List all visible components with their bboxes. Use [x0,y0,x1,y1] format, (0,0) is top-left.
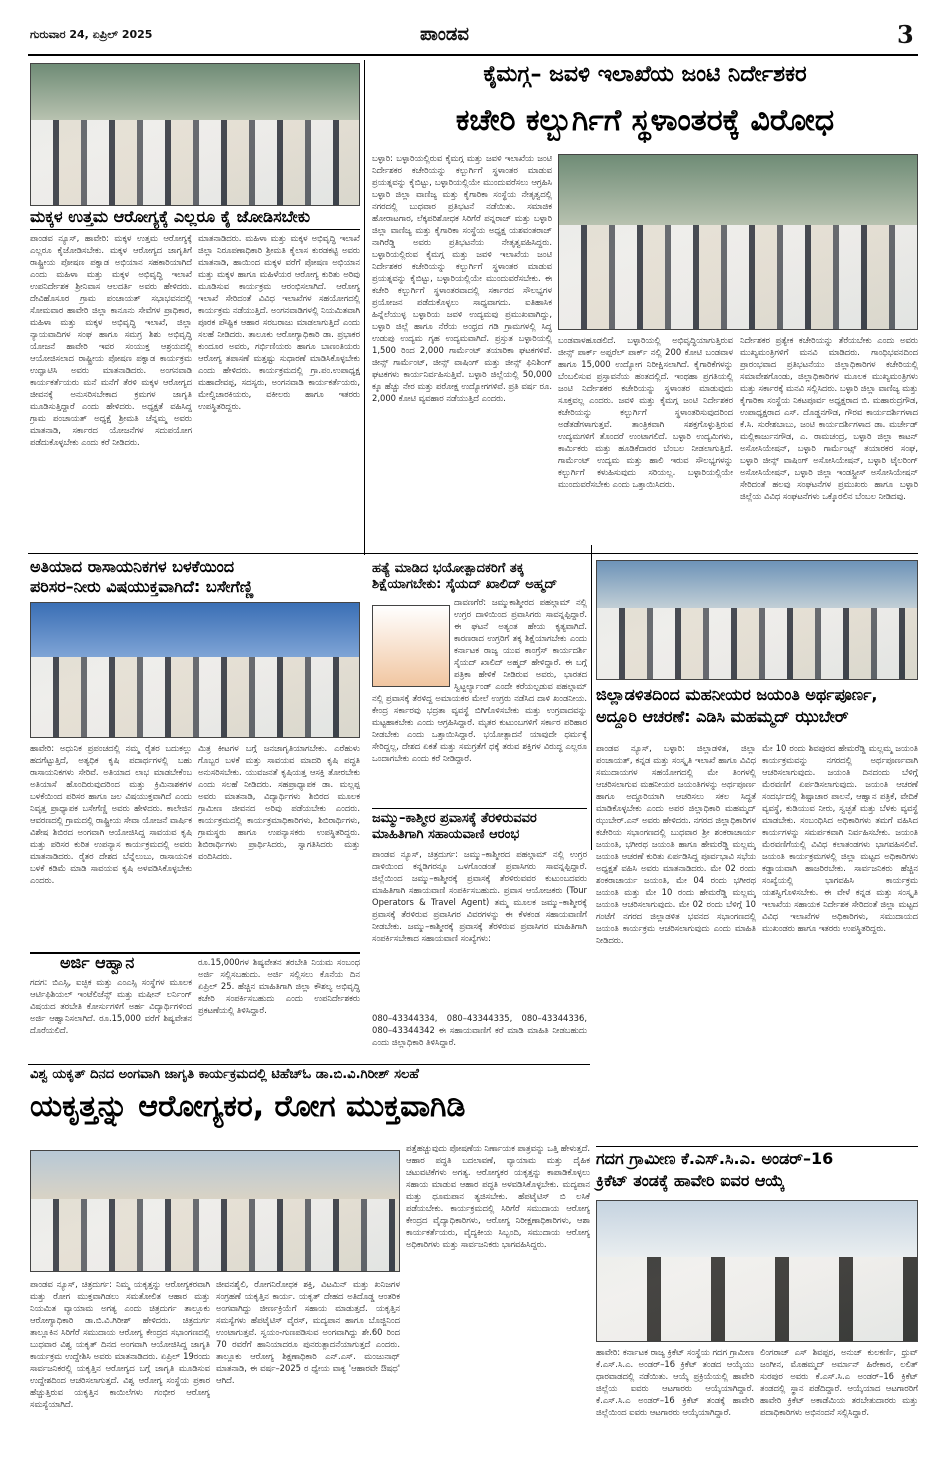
section-rule [372,808,587,809]
health-body-col1: ಪಾಂಡವ ನ್ಯೂಸ್, ಹಾವೇರಿ: ಮಕ್ಕಳ ಉತ್ತಮ ಆರೋಗ್ಯಕ್ಕೆ ಎಲ್ಲರೂ ಕೈಜೋಡಿಸಬೇಕು. ಮಕ್ಕಳ ಆರೋಗ್ಯದ ಜಾಗೃತಿಗೆ ರಾಷ್ಟ್ರೀಯ ಪೋಷಣ ಪಕ್ವಾಡ ಅಭಿಯಾನ ಸಹಕಾರಿಯಾಗಿದೆ ಎಂದು ಮಹಿಳಾ ಮತ್ತು ಮಕ್ಕಳ ಅಭಿವೃದ್ಧಿ ಇಲಾಖೆ ಉಪನಿರ್ದೇಶಕ ಶ್ರೀನಿವಾಸ ಆಲದರ್ತಿ ಅವರು ಹೇಳಿದರು. ದೇವಿಹೊಸೂರ ಗ್ರಾಮ ಪಂಚಾಯತ್ ಸಭಾಭವನದಲ್ಲಿ ಸೋಮವಾರ ಹಾವೇರಿ ಜಿಲ್ಲಾ ಕಾನೂನು ಸೇವೆಗಳ ಪ್ರಾಧಿಕಾರ, ಮಹಿಳಾ ಮತ್ತು ಮಕ್ಕಳ ಅಭಿವೃದ್ಧಿ ಇಲಾಖೆ, ಜಿಲ್ಲಾ ನ್ಯಾಯವಾದಿಗಳ ಸಂಘ ಹಾಗೂ ಸಮಗ್ರ ಶಿಶು ಅಭಿವೃದ್ಧಿ ಯೋಜನೆ ಹಾವೇರಿ ಇವರ ಸಂಯುಕ್ತ ಆಶ್ರಯದಲ್ಲಿ ಆಯೋಜಿಸಲಾದ ರಾಷ್ಟ್ರೀಯ ಪೋಷಣ ಪಕ್ವಾಡ ಕಾರ್ಯಕ್ರಮ ಉದ್ಘಾಟಿಸಿ ಅವರು ಮಾತನಾಡಿದರು. ಅಂಗನವಾಡಿ ಕಾರ್ಯಕರ್ತೆಯರು ಮನೆ ಮನೆಗೆ ತೆರಳಿ ಮಕ್ಕಳ ಆರೋಗ್ಯದ ಜೀವನಕ್ಕೆ ಅನುಸರಿಸಬೇಕಾದ ಕ್ರಮಗಳ ಜಾಗೃತಿ ಮೂಡಿಸುತ್ತಿದ್ದಾರೆ ಎಂದು ಹೇಳಿದರು. ಅಧ್ಯಕ್ಷತೆ ವಹಿಸಿದ್ದ ಗ್ರಾಮ ಪಂಚಾಯತ್ ಅಧ್ಯಕ್ಷೆ ಶ್ರೀಮತಿ ಚೆನ್ನಮ್ಮ ಅವರು ಮಾತನಾಡಿ, ಸರ್ಕಾರದ ಯೋಜನೆಗಳ ಸದುಪಯೋಗ ಪಡೆದುಕೊಳ್ಳಬೇಕು ಎಂದು ಕರೆ ನೀಡಿದರು. [30,233,192,447]
chemicals-headline-line1: ಅತಿಯಾದ ರಾಸಾಯನಿಕಗಳ ಬಳಕೆಯಿಂದ [30,557,235,576]
liver-kicker: ವಿಶ್ವ ಯಕೃತ್ ದಿನದ ಅಂಗವಾಗಿ ಜಾಗೃತಿ ಕಾರ್ಯಕ್ರಮದಲ್ಲಿ ಟಿಹೆಚ್‌ಓ ಡಾ.ಬಿ.ವಿ.ಗಿರೀಶ್ ಸಲಹೆ [30,1067,419,1082]
health-body-col2: ಮಾತನಾಡಿದರು. ಮಹಿಳಾ ಮತ್ತು ಮಕ್ಕಳ ಅಭಿವೃದ್ಧಿ ಇಲಾಖೆ ಜಿಲ್ಲಾ ನಿರೂಪಣಾಧಿಕಾರಿ ಶ್ರೀಮತಿ ಕೈಲಾಸ ಕುರಡಕಟ್ಟಿ ಅವರು ಮಾತನಾಡಿ, ಹಾಯಿಂದ ಮಕ್ಕಳ ವರೆಗೆ ಪೋಷಣ ಅಭಿಯಾನ ಮತ್ತು ಮಕ್ಕಳ ಹಾಗೂ ಮಹಿಳೆಯರ ಆರೋಗ್ಯ ಕುರಿತು ಅರಿವು ಮೂಡಿಸುವ ಕಾರ್ಯಕ್ರಮ ಆರಂಭಿಸಲಾಗಿದೆ. ಆರೋಗ್ಯ ಇಲಾಖೆ ಸೇರಿದಂತೆ ವಿವಿಧ ಇಲಾಖೆಗಳ ಸಹಯೋಗದಲ್ಲಿ ಕಾರ್ಯಕ್ರಮ ನಡೆಯುತ್ತಿದೆ. ಅಂಗನವಾಡಿಗಳಲ್ಲಿ ನಿಯಮಿತವಾಗಿ ಪೂರಕ ಪೌಷ್ಟಿಕ ಆಹಾರ ಸರಬರಾಜು ಮಾಡಲಾಗುತ್ತಿದೆ ಎಂದು ಸಲಹೆ ನೀಡಿದರು. ತಾಲೂಕು ಆರೋಗ್ಯಾಧಿಕಾರಿ ಡಾ. ಪ್ರಭಾಕರ ಕುಂದೂರ ಅವರು, ಗರ್ಭಿಣಿಯರು ಹಾಗೂ ಬಾಣಂತಿಯರು ಆರೋಗ್ಯ ತಪಾಸಣೆ ಮತ್ತಷ್ಟು ಸುಧಾರಣೆ ಮಾಡಿಸಿಕೊಳ್ಳಬೇಕು ಎಂದು ಹೇಳಿದರು. ಕಾರ್ಯಕ್ರಮದಲ್ಲಿ ಗ್ರಾ.ಪಂ.ಉಪಾಧ್ಯಕ್ಷ ಮಹಾದೇವಪ್ಪ, ಸದಸ್ಯರು, ಅಂಗನವಾಡಿ ಕಾರ್ಯಕರ್ತೆಯರು, ಮೇಲ್ವಿಚಾರಕಿಯರು, ವಕೀಲರು ಹಾಗೂ ಇತರರು ಉಪಸ್ಥಿತರಿದ್ದರು. [198,233,360,411]
arji-body-col2: ರೂ.15,000ಗಳ ಶಿಷ್ಯವೇತನ ತರಬೇತಿ ನಿಯಮ ಸಂಬಂಧ ಅರ್ಜಿ ಸಲ್ಲಿಸಬಹುದು. ಅರ್ಜಿ ಸಲ್ಲಿಸಲು ಕೊನೆಯ ದಿನ ಏಪ್ರಿಲ್ 25. ಹೆಚ್ಚಿನ ಮಾಹಿತಿಗಾಗಿ ಜಿಲ್ಲಾ ಕೌಶಲ್ಯ ಅಭಿವೃದ್ಧಿ ಕಚೇರಿ ಸಂಪರ್ಕಿಸಬಹುದು ಎಂದು ಉಪನಿರ್ದೇಶಕರು ಪ್ರಕಟಣೆಯಲ್ಲಿ ತಿಳಿಸಿದ್ದಾರೆ. [198,957,360,1015]
syed-body: ದಾವಣಗೆರೆ: ಜಮ್ಮುಕಾಶ್ಮೀರದ ಪಹಲ್ಗಾಮ್ ನಲ್ಲಿ ಉಗ್ರರ ದಾಳಿಯಿಂದ ಪ್ರವಾಸಿಗರು ಸಾವನ್ನಪ್ಪಿದ್ದಾರೆ. ಈ ಘಟನೆ ಅತ್ಯಂತ ಹೇಯ ಕೃತ್ಯವಾಗಿದೆ. ಕಾರಣರಾದ ಉಗ್ರರಿಗೆ ತಕ್ಕ ಶಿಕ್ಷೆಯಾಗಬೇಕು ಎಂದು ಕರ್ನಾಟಕ ರಾಜ್ಯ ಯುವ ಕಾಂಗ್ರೆಸ್ ಕಾರ್ಯದರ್ಶಿ ಸೈಯದ್ ಖಾಲಿದ್ ಅಹ್ಮದ್ ಹೇಳಿದ್ದಾರೆ. ಈ ಬಗ್ಗೆ ಪತ್ರಿಕಾ ಹೇಳಿಕೆ ನೀಡಿರುವ ಅವರು, ಭಾರತದ ಸ್ವಿಟ್ಜರ್ಲ್ಯಾಂಡ್ ಎಂದೇ ಕರೆಯಲ್ಪಡುವ ಪಹಲ್ಗಾಮ್ ನಲ್ಲಿ ಪ್ರವಾಸಕ್ಕೆ ತೆರಳಿದ್ದ ಅಮಾಯಕರ ಮೇಲೆ ಉಗ್ರರು ನಡೆಸಿದ ದಾಳಿ ಖಂಡನೀಯ. ಕೇಂದ್ರ ಸರ್ಕಾರವು ಭದ್ರತಾ ವ್ಯವಸ್ಥೆ ಬಿಗಿಗೊಳಿಸಬೇಕು ಮತ್ತು ಉಗ್ರವಾದವನ್ನು ಮಟ್ಟಹಾಕಬೇಕು ಎಂದು ಆಗ್ರಹಿಸಿದ್ದಾರೆ. ಮೃತರ ಕುಟುಂಬಗಳಿಗೆ ಸರ್ಕಾರ ಪರಿಹಾರ ನೀಡಬೇಕು ಎಂದು ಒತ್ತಾಯಿಸಿದ್ದಾರೆ. ಭಯೋತ್ಪಾದನೆ ಯಾವುದೇ ಧರ್ಮಕ್ಕೆ ಸೇರಿದ್ದಲ್ಲ, ದೇಶದ ಏಕತೆ ಮತ್ತು ಸಮಗ್ರತೆಗೆ ಧಕ್ಕೆ ತರುವ ಶಕ್ತಿಗಳ ವಿರುದ್ಧ ಎಲ್ಲರೂ ಒಂದಾಗಬೇಕು ಎಂದು ಕರೆ ನೀಡಿದ್ದಾರೆ. [372,597,587,763]
cricket-team-photo [596,1200,918,1342]
health-headline: ಮಕ್ಕಳ ಉತ್ತಮ ಆರೋಗ್ಯಕ್ಕೆ ಎಲ್ಲರೂ ಕೈ ಜೋಡಿಸಬೇಕು [30,208,360,230]
kaimagga-headline-line1: ಕೈಮಗ್ಗ– ಜವಳಿ ಇಲಾಖೆಯ ಜಂಟಿ ನಿರ್ದೇಶಕರ [483,62,807,87]
kaimagga-protest-photo [558,154,918,330]
syed-headline-line2: ಶಿಕ್ಷೆಯಾಗಬೇಕು: ಸೈಯದ್ ಖಾಲಿದ್ ಅಹ್ಮದ್ [372,577,558,592]
masthead-name: ಪಾಂಡವ [420,24,469,45]
kaimagga-body-col3: ನಿರ್ದೇಶಕರ ಪ್ರತ್ಯೇಕ ಕಚೇರಿಯನ್ನು ತೆರೆಯಬೇಕು ಎಂದು ಅವರು ಮುಖ್ಯಮಂತ್ರಿಗಳಿಗೆ ಮನವಿ ಮಾಡಿದರು. ಗಾಂಧಿಭವನದಿಂದ ಪ್ರಾರಂಭವಾದ ಪ್ರತಿಭಟನೆಯು ಜಿಲ್ಲಾಧಿಕಾರಿಗಳ ಕಚೇರಿಯಲ್ಲಿ ಸಮಾವೇಶಗೊಂಡು, ಜಿಲ್ಲಾಧಿಕಾರಿಗಳ ಮೂಲಕ ಮುಖ್ಯಮಂತ್ರಿಗಳು ಮತ್ತು ಸರ್ಕಾರಕ್ಕೆ ಮನವಿ ಸಲ್ಲಿಸಿದರು. ಬಳ್ಳಾರಿ ಜಿಲ್ಲಾ ವಾಣಿಜ್ಯ ಮತ್ತು ಕೈಗಾರಿಕಾ ಸಂಸ್ಥೆಯ ನಿಕಟಪೂರ್ವ ಅಧ್ಯಕ್ಷರಾದ ಬಿ. ಮಹಾರುದ್ರಗೌಡ, ಉಪಾಧ್ಯಕ್ಷರಾದ ಎಸ್. ದೊಡ್ಡನಗೌಡ, ಗೌರವ ಕಾರ್ಯದರ್ಶಿಗಳಾದ ಕೆ.ಸಿ. ಸುರೇಶಬಾಬು, ಜಂಟಿ ಕಾರ್ಯದರ್ಶಿಗಳಾದ ಡಾ. ಮರ್ಚೇಡ್ ಮಲ್ಲಿಕಾರ್ಜುನಗೌಡ, ಎ. ರಾಮಚಂದ್ರ, ಬಳ್ಳಾರಿ ಜಿಲ್ಲಾ ಕಾಟನ್ ಅಸೋಸಿಯೇಷನ್, ಬಳ್ಳಾರಿ ಗಾರ್ಮೆಂಟ್ಸ್ ತಯಾರಕರ ಸಂಘ, ಬಳ್ಳಾರಿ ಜೀನ್ಸ್ ವಾಷಿಂಗ್ ಅಸೋಸಿಯೇಷನ್, ಬಳ್ಳಾರಿ ಟೈಲರಿಂಗ್ ಅಸೋಸಿಯೇಷನ್, ಬಳ್ಳಾರಿ ಜಿಲ್ಲಾ ಇಂಡಸ್ಟ್ರೀಸ್ ಅಸೋಸಿಯೇಷನ್ ಸೇರಿದಂತೆ ಹಲವು ಸಂಘಟನೆಗಳ ಪ್ರಮುಖರು ಹಾಗೂ ಬಳ್ಳಾರಿ ಜಿಲ್ಲೆಯ ವಿವಿಧ ಸಂಘಟನೆಗಳು ಒಕ್ಕೊರಲಿನ ಬೆಂಬಲ ನೀಡಿದವು. [740,335,918,501]
liver-headline: ಯಕೃತ್ತನ್ನು ಆರೋಗ್ಯಕರ, ರೋಗ ಮುಕ್ತವಾಗಿಡಿ [30,1089,466,1124]
section-rule [28,1064,590,1065]
section-rule [28,553,918,554]
section-rule [596,1146,918,1147]
cricket-body-col1: ಹಾವೇರಿ: ಕರ್ನಾಟಕ ರಾಜ್ಯ ಕ್ರಿಕೆಟ್ ಸಂಸ್ಥೆಯ ಗದಗ ಗ್ರಾಮೀಣ ಕೆ.ಎಸ್.ಸಿ.ಎ. ಅಂಡರ್–16 ಕ್ರಿಕೆಟ್ ತಂಡದ ಆಯ್ಕೆಯು ಧಾರವಾಡದಲ್ಲಿ ನಡೆಯಿತು. ಆಯ್ಕೆ ಪ್ರಕ್ರಿಯೆಯಲ್ಲಿ ಹಾವೇರಿ ಜಿಲ್ಲೆಯ ಐವರು ಆಟಗಾರರು ಆಯ್ಕೆಯಾಗಿದ್ದಾರೆ. ಕೆ.ಎಸ್.ಸಿ.ಎ ಅಂಡರ್–16 ಕ್ರಿಕೆಟ್ ತಂಡಕ್ಕೆ ಹಾವೇರಿ ಜಿಲ್ಲೆಯಿಂದ ಐವರು ಆಟಗಾರರು ಆಯ್ಕೆಯಾಗಿದ್ದಾರೆ. [596,1347,754,1417]
jayanti-body-col1: ಪಾಂಡವ ನ್ಯೂಸ್, ಬಳ್ಳಾರಿ: ಜಿಲ್ಲಾಡಳಿತ, ಜಿಲ್ಲಾ ಪಂಚಾಯತ್, ಕನ್ನಡ ಮತ್ತು ಸಂಸ್ಕೃತಿ ಇಲಾಖೆ ಹಾಗೂ ವಿವಿಧ ಸಮುದಾಯಗಳ ಸಹಯೋಗದಲ್ಲಿ ಮೇ ತಿಂಗಳಲ್ಲಿ ಆಚರಿಸಲಾಗುವ ಮಹನೀಯರ ಜಯಂತಿಗಳನ್ನು ಅರ್ಥಪೂರ್ಣ ಹಾಗೂ ಅದ್ದೂರಿಯಾಗಿ ಆಚರಿಸಲು ಸಕಲ ಸಿದ್ಧತೆ ಮಾಡಿಕೊಳ್ಳಬೇಕು ಎಂದು ಅಪರ ಜಿಲ್ಲಾಧಿಕಾರಿ ಮಹಮ್ಮದ್ ಝುಬೇರ್.ಎನ್ ಅವರು ಹೇಳಿದರು. ನಗರದ ಜಿಲ್ಲಾಧಿಕಾರಿಗಳ ಕಚೇರಿಯ ಸಭಾಂಗಣದಲ್ಲಿ ಬುಧವಾರ ಶ್ರೀ ಶಂಕರಾಚಾರ್ಯ ಜಯಂತಿ, ಭಗೀರಥ ಜಯಂತಿ ಹಾಗೂ ಹೇಮರೆಡ್ಡಿ ಮಲ್ಲಮ್ಮ ಜಯಂತಿ ಆಚರಣೆ ಕುರಿತು ಏರ್ಪಡಿಸಿದ್ದ ಪೂರ್ವಭಾವಿ ಸಭೆಯ ಅಧ್ಯಕ್ಷತೆ ವಹಿಸಿ ಅವರು ಮಾತನಾಡಿದರು. ಮೇ 02 ರಂದು ಶಂಕರಾಚಾರ್ಯ ಜಯಂತಿ, ಮೇ 04 ರಂದು ಭಗೀರಥ ಜಯಂತಿ ಮತ್ತು ಮೇ 10 ರಂದು ಹೇಮರೆಡ್ಡಿ ಮಲ್ಲಮ್ಮ ಜಯಂತಿ ಆಚರಿಸಲಾಗುವುದು. ಮೇ 02 ರಂದು ಬೆಳಿಗ್ಗೆ 10 ಗಂಟೆಗೆ ನಗರದ ಜಿಲ್ಲಾಡಳಿತ ಭವನದ ಸಭಾಂಗಣದಲ್ಲಿ ಜಯಂತಿ ಕಾರ್ಯಕ್ರಮ ಆಚರಿಸಲಾಗುವುದು ಎಂದು ಮಾಹಿತಿ ನೀಡಿದರು. [596,743,756,945]
masthead-rule [28,54,918,56]
jayanti-meeting-photo [596,560,918,680]
chemicals-headline-line2: ಪರಿಸರ–ನೀರು ವಿಷಯುಕ್ತವಾಗಿದೆ: ಬಸೇಗೆಣ್ಣಿ [30,577,254,596]
helpline-headline-line2: ಮಾಹಿತಿಗಾಗಿ ಸಹಾಯವಾಣಿ ಆರಂಭ [372,827,520,842]
helpline-body: ಪಾಂಡವ ನ್ಯೂಸ್, ಚಿತ್ರದುರ್ಗ: ಜಮ್ಮು–ಕಾಶ್ಮೀರದ ಪಹಲ್ಗಾಮ್ ನಲ್ಲಿ ಉಗ್ರರ ದಾಳಿಯಿಂದ ಕನ್ನಡಿಗರನ್ನೂ ಒಳಗೊಂಡಂತೆ ಪ್ರವಾಸಿಗರು ಸಾವನ್ನಪ್ಪಿದ್ದಾರೆ. ಜಿಲ್ಲೆಯಿಂದ ಜಮ್ಮು–ಕಾಶ್ಮೀರಕ್ಕೆ ಪ್ರವಾಸಕ್ಕೆ ತೆರಳಿರುವವರ ಕುಟುಂಬದವರು ಮಾಹಿತಿಗಾಗಿ ಸಹಾಯವಾಣಿ ಸಂಪರ್ಕಿಸಬಹುದು. ಪ್ರವಾಸ ಆಯೋಜಕರು (Tour Operators & Travel Agent) ತಮ್ಮ ಮೂಲಕ ಜಮ್ಮು–ಕಾಶ್ಮೀರಕ್ಕೆ ಪ್ರವಾಸಕ್ಕೆ ತೆರಳಿರುವ ಪ್ರವಾಸಿಗರ ವಿವರಗಳನ್ನು ಈ ಕೆಳಕಂಡ ಸಹಾಯವಾಣಿಗೆ ನೀಡಬೇಕು. ಜಮ್ಮು–ಕಾಶ್ಮೀರಕ್ಕೆ ಪ್ರವಾಸಕ್ಕೆ ತೆರಳಿರುವ ಪ್ರವಾಸಿಗರ ಮಾಹಿತಿಗಾಗಿ ಸಂಪರ್ಕಿಸಬೇಕಾದ ಸಹಾಯವಾಣಿ ಸಂಖ್ಯೆಗಳು: [372,849,587,943]
liver-body-col1: ಪಾಂಡವ ನ್ಯೂಸ್, ಚಿತ್ರದುರ್ಗ: ನಿಮ್ಮ ಯಕೃತ್ತನ್ನು ಆರೋಗ್ಯಕರವಾಗಿ ಮತ್ತು ರೋಗ ಮುಕ್ತವಾಗಿಡಲು ಸಮತೋಲಿತ ಆಹಾರ ಮತ್ತು ನಿಯಮಿತ ವ್ಯಾಯಾಮ ಅಗತ್ಯ ಎಂದು ಚಿತ್ರದುರ್ಗ ತಾಲ್ಲೂಕು ಆರೋಗ್ಯಾಧಿಕಾರಿ ಡಾ.ಬಿ.ವಿ.ಗಿರೀಶ್ ಹೇಳಿದರು. ಚಿತ್ರದುರ್ಗ ತಾಲ್ಲೂಕಿನ ಸಿರಿಗೆರೆ ಸಮುದಾಯ ಆರೋಗ್ಯ ಕೇಂದ್ರದ ಸಭಾಂಗಣದಲ್ಲಿ ಬುಧವಾರ ವಿಶ್ವ ಯಕೃತ್ ದಿನದ ಅಂಗವಾಗಿ ಆಯೋಜಿಸಿದ್ದ ಜಾಗೃತಿ ಕಾರ್ಯಕ್ರಮ ಉದ್ದೇಶಿಸಿ ಅವರು ಮಾತನಾಡಿದರು. ಏಪ್ರಿಲ್ 19ರಂದು ಸಾರ್ವಜನಿಕರಲ್ಲಿ ಯಕೃತ್ತಿನ ಆರೋಗ್ಯದ ಬಗ್ಗೆ ಜಾಗೃತಿ ಮೂಡಿಸುವ ಉದ್ದೇಶದಿಂದ ಆಚರಿಸಲಾಗುತ್ತದೆ. ವಿಶ್ವ ಆರೋಗ್ಯ ಸಂಸ್ಥೆಯ ಪ್ರಕಾರ ಹೆಚ್ಚುತ್ತಿರುವ ಯಕೃತ್ತಿನ ಕಾಯಿಲೆಗಳು ಗಂಭೀರ ಆರೋಗ್ಯ ಸಮಸ್ಯೆಯಾಗಿದೆ. [30,1279,210,1409]
column-divider [364,60,365,555]
page-number: 3 [897,20,914,49]
chemicals-body-col1: ಹಾವೇರಿ: ಅಧುನಿಕ ಪ್ರಪಂಚದಲ್ಲಿ ನಮ್ಮ ರೈತರ ಬದುಕಲ್ಲು ಹದಗೆಟ್ಟುತ್ತಿದೆ, ಅತ್ಯಧಿಕ ಕೃಷಿ ಪದಾರ್ಥಗಳಲ್ಲಿ ಬಹು ರಾಸಾಯನಿಕಗಳು ಸೇರಿವೆ. ಅತಿಯಾದ ಲಾಭ ಮಾಡಬೇಕೆಂಬ ಅತಿಯಾಸೆ ಹೊಂದಿರುವುದರಿಂದ ಮತ್ತು ಕ್ರಿಮಿನಾಶಕಗಳ ಬಳಕೆಯಿಂದ ಪರಿಸರ ಹಾಗೂ ಜಲ ವಿಷಯುಕ್ತವಾಗಿದೆ ಎಂದು ನಿವೃತ್ತ ಪ್ರಾಧ್ಯಾಪಕ ಬಸೇಗೆಣ್ಣಿ ಅವರು ಹೇಳಿದರು. ಕಾಲೇಜಿನ ಆವರಣದಲ್ಲಿ ಗ್ರಾಮದಲ್ಲಿ ರಾಷ್ಟ್ರೀಯ ಸೇವಾ ಯೋಜನೆ ವಾರ್ಷಿಕ ವಿಶೇಷ ಶಿಬಿರದ ಅಂಗವಾಗಿ ಆಯೋಜಿಸಿದ್ದ ಸಾವಯವ ಕೃಷಿ ಮತ್ತು ಪರಿಸರ ಕುರಿತ ಉಪನ್ಯಾಸ ಕಾರ್ಯಕ್ರಮದಲ್ಲಿ ಅವರು ಮಾತನಾಡಿದರು. ರೈತರ ದೇಶದ ಬೆನ್ನೆಲುಬು, ರಾಸಾಯನಿಕ ಬಳಕೆ ಕಡಿಮೆ ಮಾಡಿ ಸಾವಯವ ಕೃಷಿ ಅಳವಡಿಸಿಕೊಳ್ಳಬೇಕು ಎಂದರು. [30,743,192,885]
kaimagga-headline-line2: ಕಚೇರಿ ಕಲ್ಬುರ್ಗಿಗೆ ಸ್ಥಳಾಂತರಕ್ಕೆ ವಿರೋಧ [455,103,835,138]
column-divider [591,545,592,850]
liver-body-col3: ಪತ್ತೆಹಚ್ಚುವುದು ಪೋಷಣೆಯ ನಿರ್ಣಾಯಕ ಪಾತ್ರವನ್ನು ಒತ್ತಿ ಹೇಳುತ್ತದೆ. ಆಹಾರ ಪದ್ಧತಿ ಬದಲಾವಣೆ, ವ್ಯಾಯಾಮ ಮತ್ತು ದೈಹಿಕ ಚಟುವಟಿಕೆಗಳು ಅಗತ್ಯ. ಆರೋಗ್ಯಕರ ಯಕೃತ್ತನ್ನು ಕಾಪಾಡಿಕೊಳ್ಳಲು ಸಹಾಯ ಮಾಡುವ ಆಹಾರ ಪದ್ಧತಿ ಅಳವಡಿಸಿಕೊಳ್ಳಬೇಕು. ಮದ್ಯಪಾನ ಮತ್ತು ಧೂಮಪಾನ ತ್ಯಜಿಸಬೇಕು. ಹೆಪಟೈಟಿಸ್ ಬಿ ಲಸಿಕೆ ಪಡೆಯಬೇಕು. ಕಾರ್ಯಕ್ರಮದಲ್ಲಿ ಸಿರಿಗೆರೆ ಸಮುದಾಯ ಆರೋಗ್ಯ ಕೇಂದ್ರದ ವೈದ್ಯಾಧಿಕಾರಿಗಳು, ಆರೋಗ್ಯ ನಿರೀಕ್ಷಣಾಧಿಕಾರಿಗಳು, ಆಶಾ ಕಾರ್ಯಕರ್ತೆಯರು, ವೈದ್ಯಕೀಯ ಸಿಬ್ಬಂದಿ, ಸಮುದಾಯ ಆರೋಗ್ಯ ಅಧಿಕಾರಿಗಳು ಮತ್ತು ಸಾರ್ವಜನಿಕರು ಭಾಗವಹಿಸಿದ್ದರು. [406,1143,590,1249]
arji-headline: ಅರ್ಜಿ ಆಹ್ವಾನ [60,953,135,972]
liver-body-col2: ಜೀವನಶೈಲಿ, ರೋಗನಿರೋಧಕ ಶಕ್ತಿ, ವಿಟಮಿನ್ ಮತ್ತು ಖನಿಜಗಳ ಸಂಗ್ರಹಣೆ ಯಕೃತ್ತಿನ ಕಾರ್ಯ. ಯಕೃತ್ ದೇಹದ ಅತಿದೊಡ್ಡ ಆಂತರಿಕ ಅಂಗವಾಗಿದ್ದು ಜೀರ್ಣಕ್ರಿಯೆಗೆ ಸಹಾಯ ಮಾಡುತ್ತದೆ. ಯಕೃತ್ತಿನ ಸಮಸ್ಯೆಗಳು ಹೆಪಟೈಟಿಸ್ ವೈರಸ್, ಮದ್ಯಪಾನ ಹಾಗೂ ಬೊಜ್ಜಿನಿಂದ ಉಂಟಾಗುತ್ತವೆ. ಸ್ವಯಂ-ಗುಣಪಡಿಸುವ ಅಂಗವಾಗಿದ್ದು ಶೇ.60 ರಿಂದ 70 ರವರೆಗೆ ಹಾನಿಯಾದರೂ ಪುನರುತ್ಪಾದನೆಯಾಗುತ್ತದೆ ಎಂದರು. ತಾಲ್ಲೂಕು ಆರೋಗ್ಯ ಶಿಕ್ಷಣಾಧಿಕಾರಿ ಎನ್.ಎಸ್. ಮಂಜುನಾಥ್ ಮಾತನಾಡಿ, ಈ ವರ್ಷ–2025 ರ ಧ್ಯೇಯ ವಾಕ್ಯ 'ಆಹಾರವೇ ಔಷಧ' ಆಗಿದೆ. [216,1279,400,1385]
helpline-phones: 080–43344334, 080–43344335, 080–43344336, 080–43344342 ಈ ಸಹಾಯವಾಣಿಗೆ ಕರೆ ಮಾಡಿ ಮಾಹಿತಿ ನೀಡಬಹುದು ಎಂದು ಜಿಲ್ಲಾಧಿಕಾರಿ ತಿಳಿಸಿದ್ದಾರೆ. [372,1013,587,1047]
masthead-date: ಗುರುವಾರ 24, ಏಪ್ರಿಲ್ 2025 [30,28,153,41]
syed-headline-line1: ಹತ್ಯೆ ಮಾಡಿದ ಭಯೋತ್ಪಾದಕರಿಗೆ ತಕ್ಕ [372,561,524,576]
helpline-headline-line1: ಜಮ್ಮು–ಕಾಶ್ಮೀರ ಪ್ರವಾಸಕ್ಕೆ ತೆರಳಿರುವವರ [372,811,537,826]
cricket-headline-line2: ಕ್ರಿಕೆಟ್ ತಂಡಕ್ಕೆ ಹಾವೇರಿ ಐವರ ಆಯ್ಕೆ [596,1171,785,1190]
chemicals-event-photo [30,602,360,738]
cricket-headline-line1: ಗದಗ ಗ್ರಾಮೀಣ ಕೆ.ಎಸ್.ಸಿ.ಎ. ಅಂಡರ್–16 [596,1149,834,1168]
cricket-body-col2: ಲಿಂಗರಾಜ್ ಎಸ್ ಶಿವಪ್ಪರ, ಅನುಜ್ ಕುಲಕರ್ಣಿ, ಧ್ರುವ್ ಜಂಗೀನ, ಮೊಹಮ್ಮದ್ ಅರ್ಮಾನ್ ಹಿರೇಕಾರ, ಲಲಿತ್ ಸುರಪುರ ಅವರು ಕೆ.ಎಸ್.ಸಿ.ಎ ಅಂಡರ್–16 ಕ್ರಿಕೆಟ್ ತಂಡದಲ್ಲಿ ಸ್ಥಾನ ಪಡೆದಿದ್ದಾರೆ. ಆಯ್ಕೆಯಾದ ಆಟಗಾರರಿಗೆ ಹಾವೇರಿ ಕ್ರಿಕೆಟ್ ಅಕಾಡೆಮಿಯ ತರಬೇತುದಾರರು ಮತ್ತು ಪದಾಧಿಕಾರಿಗಳು ಅಭಿನಂದನೆ ಸಲ್ಲಿಸಿದ್ದಾರೆ. [760,1347,918,1417]
kaimagga-body-col2: ಬಂಡವಾಳಹೂಡಲಿದೆ. ಬಳ್ಳಾರಿಯಲ್ಲಿ ಅಭಿವೃದ್ಧಿಯಾಗುತ್ತಿರುವ ಜೀನ್ಸ್ ಪಾರ್ಕ್ ಅಪ್ಪರೆಲ್ ಪಾರ್ಕ್ ನಲ್ಲಿ 200 ಕೋಟಿ ಬಂಡವಾಳ ಹಾಗೂ 15,000 ಉದ್ಯೋಗ ನಿರೀಕ್ಷಿಸಲಾಗಿದೆ. ಕೈಗಾರಿಕೆಗಳನ್ನು ಬೆಂಬಲಿಸುವ ಪ್ರಸ್ತಾವನೆಯ ಹಂತದಲ್ಲಿದೆ. ಇಂಥಹಾ ಪ್ರಗತಿಯಲ್ಲಿ ಜಂಟಿ ನಿರ್ದೇಶಕರ ಕಚೇರಿಯನ್ನು ಸ್ಥಳಾಂತರ ಮಾಡುವುದು ಸೂಕ್ತವಲ್ಲ ಎಂದರು. ಜವಳಿ ಮತ್ತು ಕೈಮಗ್ಗ ಜಂಟಿ ನಿರ್ದೇಶಕರ ಕಚೇರಿಯನ್ನು ಕಲ್ಬುರ್ಗಿಗೆ ಸ್ಥಳಾಂತರಿಸುವುದರಿಂದ ಅಡೆತಡೆಗಳಾಗುತ್ತವೆ. ತಾಂತ್ರಿಕವಾಗಿ ಸಶಕ್ತಗೊಳ್ಳುತ್ತಿರುವ ಉದ್ಯಮಗಳಿಗೆ ತೊಂದರೆ ಉಂಟಾಗಲಿದೆ. ಬಳ್ಳಾರಿ ಉದ್ಯಮಿಗಳು, ಕಾರ್ಮಿಕರು ಮತ್ತು ಹೂಡಿಕೆದಾರರ ಬೆಂಬಲ ನೀಡಲಾಗುತ್ತಿದೆ. ಗಾರ್ಮೆಂಟ್ ಉದ್ಯಮ ಮತ್ತು ಹಾಲಿ ಇರುವ ಸೌಲಭ್ಯಗಳನ್ನು ಕಲ್ಬುರ್ಗಿಗೆ ಕಳುಹಿಸುವುದು ಸರಿಯಲ್ಲ. ಬಳ್ಳಾರಿಯಲ್ಲಿಯೇ ಮುಂದುವರೆಸಬೇಕು ಎಂದು ಒತ್ತಾಯಿಸಿದರು. [558,335,733,489]
chemicals-body-col2: ಮಿತ್ರ ಕೀಟಗಳ ಬಗ್ಗೆ ಜನಜಾಗೃತಿಯಾಗಬೇಕು. ಎರೆಹುಳು ಗೊಬ್ಬರ ಬಳಕೆ ಮತ್ತು ಸಾವಯವ ಮಾದರಿ ಕೃಷಿ ಪದ್ಧತಿ ಅನುಸರಿಸಬೇಕು. ಯುವಜನತೆ ಕೃಷಿಯತ್ತ ಆಸಕ್ತಿ ತೋರಬೇಕು ಎಂದು ಸಲಹೆ ನೀಡಿದರು. ಸಹಪ್ರಾಧ್ಯಾಪಕ ಡಾ. ಮಲ್ಲಪ್ಪ ಅವರು ಮಾತನಾಡಿ, ವಿದ್ಯಾರ್ಥಿಗಳು ಶಿಬಿರದ ಮೂಲಕ ಗ್ರಾಮೀಣ ಜೀವನದ ಅರಿವು ಪಡೆಯಬೇಕು ಎಂದರು. ಕಾರ್ಯಕ್ರಮದಲ್ಲಿ ಕಾರ್ಯಕ್ರಮಾಧಿಕಾರಿಗಳು, ಶಿಬಿರಾರ್ಥಿಗಳು, ಗ್ರಾಮಸ್ಥರು ಹಾಗೂ ಉಪನ್ಯಾಸಕರು ಉಪಸ್ಥಿತರಿದ್ದರು. ಶಿಬಿರಾರ್ಥಿಗಳು ಪ್ರಾರ್ಥಿಸಿದರು, ಸ್ವಾಗತಿಸಿದರು ಮತ್ತು ವಂದಿಸಿದರು. [198,743,360,861]
jayanti-headline-line1: ಜಿಲ್ಲಾಡಳಿತದಿಂದ ಮಹನೀಯರ ಜಯಂತಿ ಅರ್ಥಪೂರ್ಣ, [596,685,878,704]
kaimagga-body-col1: ಬಳ್ಳಾರಿ: ಬಳ್ಳಾರಿಯಲ್ಲಿರುವ ಕೈಮಗ್ಗ ಮತ್ತು ಜವಳಿ ಇಲಾಖೆಯ ಜಂಟಿ ನಿರ್ದೇಶಕರ ಕಚೇರಿಯನ್ನು ಕಲ್ಬುರ್ಗಿಗೆ ಸ್ಥಳಾಂತರ ಮಾಡುವ ಪ್ರಯತ್ನವನ್ನು ಕೈಬಿಟ್ಟು, ಬಳ್ಳಾರಿಯಲ್ಲಿಯೇ ಮುಂದುವರೆಸಲು ಆಗ್ರಹಿಸಿ ಬಳ್ಳಾರಿ ಜಿಲ್ಲಾ ವಾಣಿಜ್ಯ ಮತ್ತು ಕೈಗಾರಿಕಾ ಸಂಸ್ಥೆಯ ನೇತೃತ್ವದಲ್ಲಿ ನಗರದಲ್ಲಿ ಬುಧವಾರ ಪ್ರತಿಭಟನೆ ನಡೆಯಿತು. ಸಮಾಜಿಕ ಹೋರಾಟಗಾರ, ಲೆಕ್ಕಪರಿಶೋಧಕ ಸಿರಿಗೆರೆ ಪನ್ನರಾಜ್ ಮತ್ತು ಬಳ್ಳಾರಿ ಜಿಲ್ಲಾ ವಾಣಿಜ್ಯ ಮತ್ತು ಕೈಗಾರಿಕಾ ಸಂಸ್ಥೆಯ ಅಧ್ಯಕ್ಷ ಯಶವಂತರಾಜ್ ನಾಗಿರೆಡ್ಡಿ ಅವರು ಪ್ರತಿಭಟನೆಯ ನೇತೃತ್ವವಹಿಸಿದ್ದರು. ಬಳ್ಳಾರಿಯಲ್ಲಿರುವ ಕೈಮಗ್ಗ ಮತ್ತು ಜವಳಿ ಇಲಾಖೆಯ ಜಂಟಿ ನಿರ್ದೇಶಕರ ಕಚೇರಿಯನ್ನು ಕಲ್ಬುರ್ಗಿಗೆ ಸ್ಥಳಾಂತರ ಮಾಡುವ ಪ್ರಯತ್ನವನ್ನು ಕೈಬಿಟ್ಟು, ಬಳ್ಳಾರಿಯಲ್ಲಿಯೇ ಮುಂದುವರೆಸಬೇಕು. ಈ ಕಚೇರಿ ಕಲ್ಬುರ್ಗಿಗೆ ಸ್ಥಳಾಂತರವಾದಲ್ಲಿ ಸರ್ಕಾರದ ಸೌಲಭ್ಯಗಳ ಪ್ರಯೋಜನ ಪಡೆದುಕೊಳ್ಳಲು ಸಾಧ್ಯವಾಗದು. ಐತಿಹಾಸಿಕ ಹಿನ್ನೆಲೆಯುಳ್ಳ ಬಳ್ಳಾರಿಯ ಜವಳಿ ಉದ್ಯಮವು ಪ್ರಮುಖವಾಗಿದ್ದು, ಬಳ್ಳಾರಿ ಜಿಲ್ಲೆ ಹಾಗೂ ನೆರೆಯ ಅಂಧ್ರದ ಗಡಿ ಗ್ರಾಮಗಳಲ್ಲಿ ಸಿದ್ಧ ಉಡುಪು ಉದ್ಯಮ ಗೃಹ ಉದ್ಯಮವಾಗಿದೆ. ಪ್ರಸ್ತುತ ಬಳ್ಳಾರಿಯಲ್ಲಿ 1,500 ರಿಂದ 2,000 ಗಾರ್ಮೆಂಟ್ ತಯಾರಿಕಾ ಘಟಕಗಳಿವೆ. ಜೀನ್ಸ್ ಗಾರ್ಮೆಂಟ್, ಜೀನ್ಸ್ ವಾಷಿಂಗ್ ಮತ್ತು ಜೀನ್ಸ್ ಫಿನಿಶಿಂಗ್ ಘಟಕಗಳು ಕಾರ್ಯನಿರ್ವಹಿಸುತ್ತಿವೆ. ಬಳ್ಳಾರಿ ಜಿಲ್ಲೆಯಲ್ಲಿ 50,000 ಕ್ಕೂ ಹೆಚ್ಚು ನೇರ ಮತ್ತು ಪರೋಕ್ಷ ಉದ್ಯೋಗಗಳಿವೆ. ಪ್ರತಿ ವರ್ಷ ರೂ. 2,000 ಕೋಟಿ ವ್ಯವಹಾರ ನಡೆಯುತ್ತಿದೆ ಎಂದರು. [372,153,552,403]
jayanti-headline-line2: ಅದ್ದೂರಿ ಆಚರಣೆ: ಎಡಿಸಿ ಮಹಮ್ಮದ್ ಝುಬೇರ್ [596,707,849,726]
jayanti-body-col2: ಮೇ 10 ರಂದು ಶಿವಪುರದ ಹೇಮರೆಡ್ಡಿ ಮಲ್ಲಮ್ಮ ಜಯಂತಿ ಕಾರ್ಯಕ್ರಮವನ್ನು ನಗರದಲ್ಲಿ ಅರ್ಥಪೂರ್ಣವಾಗಿ ಆಚರಿಸಲಾಗುವುದು. ಜಯಂತಿ ದಿನದಂದು ಬೆಳಿಗ್ಗೆ ಮೆರವಣಿಗೆ ಏರ್ಪಡಿಸಲಾಗುವುದು. ಜಯಂತಿ ಆಚರಣೆ ಸಂದರ್ಭದಲ್ಲಿ ಶಿಷ್ಟಾಚಾರ ಪಾಲನೆ, ಆಹ್ವಾನ ಪತ್ರಿಕೆ, ವೇದಿಕೆ ವ್ಯವಸ್ಥೆ, ಕುಡಿಯುವ ನೀರು, ಸ್ವಚ್ಛತೆ ಮತ್ತು ಬೆಳಕು ವ್ಯವಸ್ಥೆ ಮಾಡಬೇಕು. ಸಂಬಂಧಿಸಿದ ಅಧಿಕಾರಿಗಳು ತಮಗೆ ವಹಿಸಿದ ಕಾರ್ಯಗಳನ್ನು ಸಮರ್ಪಕವಾಗಿ ನಿರ್ವಹಿಸಬೇಕು. ಜಯಂತಿ ಮೆರವಣಿಗೆಯಲ್ಲಿ ವಿವಿಧ ಕಲಾತಂಡಗಳು ಭಾಗವಹಿಸಲಿವೆ. ಜಯಂತಿ ಕಾರ್ಯಕ್ರಮಗಳಲ್ಲಿ ಜಿಲ್ಲಾ ಮಟ್ಟದ ಅಧಿಕಾರಿಗಳು ಕಡ್ಡಾಯವಾಗಿ ಹಾಜರಿರಬೇಕು. ಸಾರ್ವಜನಿಕರು ಹೆಚ್ಚಿನ ಸಂಖ್ಯೆಯಲ್ಲಿ ಭಾಗವಹಿಸಿ ಕಾರ್ಯಕ್ರಮ ಯಶಸ್ವಿಗೊಳಿಸಬೇಕು. ಈ ವೇಳೆ ಕನ್ನಡ ಮತ್ತು ಸಂಸ್ಕೃತಿ ಇಲಾಖೆಯ ಸಹಾಯಕ ನಿರ್ದೇಶಕ ಸೇರಿದಂತೆ ಜಿಲ್ಲಾ ಮಟ್ಟದ ವಿವಿಧ ಇಲಾಖೆಗಳ ಅಧಿಕಾರಿಗಳು, ಸಮುದಾಯದ ಮುಖಂಡರು ಹಾಗೂ ಇತರರು ಉಪಸ್ಥಿತರಿದ್ದರು. [762,743,918,933]
arji-body-col1: ಗದಗ: ಬಿಎಸ್ಸಿ, ಐಚ್ಛಿಕ ಮತ್ತು ಎಂಎಸ್ಸಿ ಸಂಸ್ಥೆಗಳ ಮೂಲಕ ಆರ್ಟಿಫಿಶಿಯಲ್ ಇಂಟೆಲಿಜೆನ್ಸ್ ಮತ್ತು ಮಷೀನ್ ಲರ್ನಿಂಗ್ ವಿಷಯದ ತರಬೇತಿ ಕೋರ್ಸುಗಳಿಗೆ ಅರ್ಹ ವಿದ್ಯಾರ್ಥಿಗಳಿಂದ ಅರ್ಜಿ ಆಹ್ವಾನಿಸಲಾಗಿದೆ. ರೂ.15,000 ವರೆಗೆ ಶಿಷ್ಯವೇತನ ದೊರೆಯಲಿದೆ. [30,977,192,1035]
health-event-photo [30,63,360,206]
liver-event-photo [30,1150,400,1272]
